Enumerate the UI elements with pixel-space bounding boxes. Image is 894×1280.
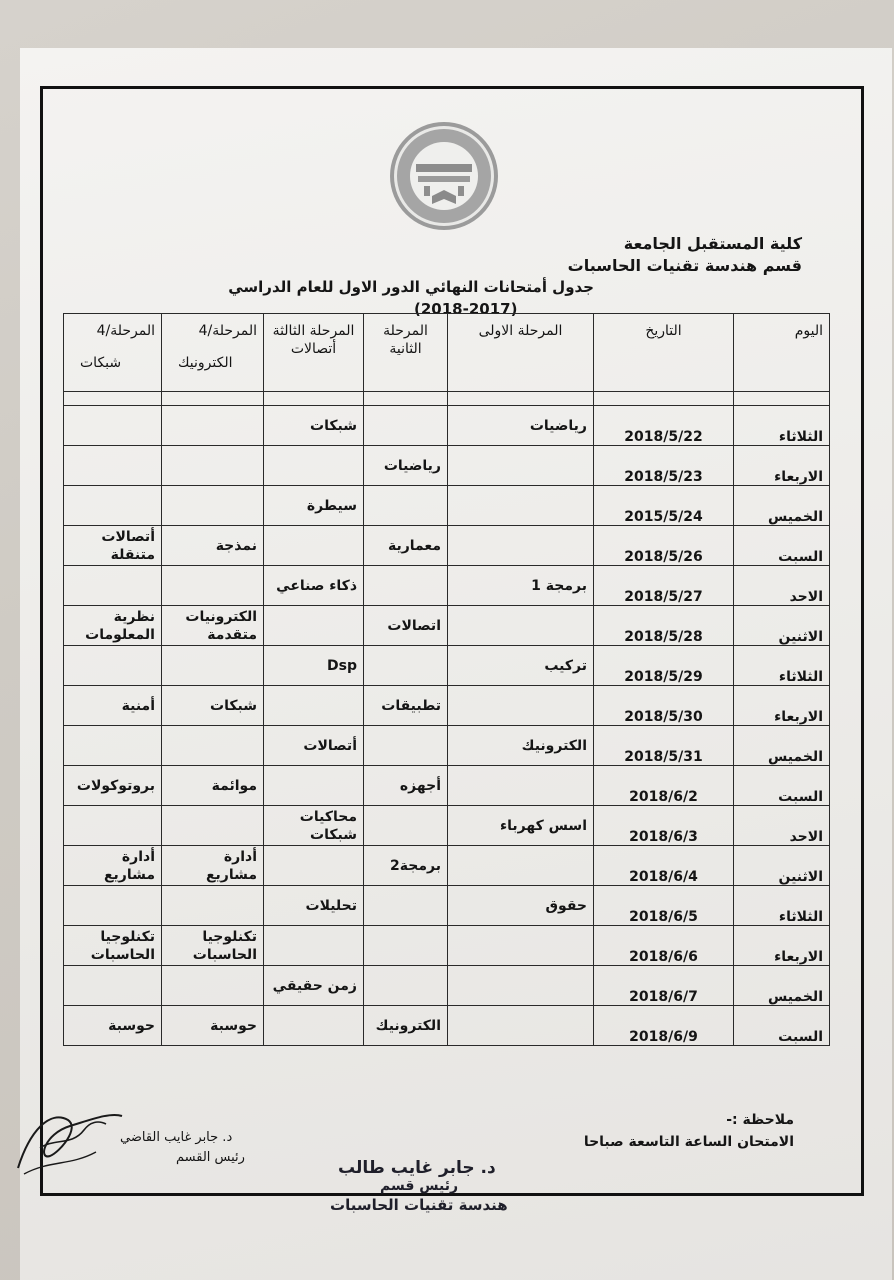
table-row [64,446,830,486]
stage4-electronics-cell [162,966,264,1006]
note-label: ملاحظة :- [726,1112,794,1128]
stage4-networks-cell: أتصالات متنقلة [64,526,162,566]
date-cell: 2018/6/3 [594,806,734,846]
date-cell: 2018/5/22 [594,406,734,446]
stage3-cell [264,686,364,726]
stage2-cell [364,806,448,846]
stage4-electronics-cell: شبكات [162,686,264,726]
stage2-cell [364,486,448,526]
stage2-cell: تطبيقات [364,686,448,726]
stage4-networks-cell: حوسبة [64,1006,162,1046]
spacer-cell [64,392,162,406]
day-cell: السبت [734,766,830,806]
signer-title: رئيس القسم [176,1150,245,1165]
date-cell: 2018/5/23 [594,446,734,486]
stage3-cell [264,926,364,966]
table-row [64,406,830,446]
table-row [64,486,830,526]
stage4-networks-cell: أدارة مشاريع [64,846,162,886]
stage4-electronics-cell [162,406,264,446]
stage1-cell [448,606,594,646]
day-cell: الخميس [734,486,830,526]
spacer-cell [364,392,448,406]
stage4-electronics-cell [162,646,264,686]
stage3-cell: أتصالات [264,726,364,766]
table-row [64,566,830,606]
stage4-electronics-cell [162,886,264,926]
stage3-cell: تحليلات [264,886,364,926]
day-cell: الاحد [734,806,830,846]
stage3-cell: زمن حقيقي [264,966,364,1006]
stage1-cell [448,486,594,526]
table-row [64,926,830,966]
stage4-electronics-cell: أدارة مشاريع [162,846,264,886]
stamp-line-3: هندسة تقنيات الحاسبات [330,1196,508,1214]
stage2-cell: رياضيات [364,446,448,486]
stage2-cell: برمجة2 [364,846,448,886]
stage4-networks-cell: تكنلوجيا الحاسبات [64,926,162,966]
handwritten-signature-icon [10,1090,130,1180]
day-cell: الاربعاء [734,926,830,966]
stage3-cell [264,446,364,486]
document-title: جدول أمتحانات النهائي الدور الاول للعام الدراسي [228,278,594,296]
day-cell: الاربعاء [734,686,830,726]
stage4-networks-cell: نظرية المعلومات [64,606,162,646]
date-cell: 2015/5/24 [594,486,734,526]
stage3-cell: سيطرة [264,486,364,526]
academic-year: (2018-2017) [414,300,518,318]
header-stage4-networks: المرحلة/4 شبكات [64,314,162,392]
header-stage4-electronics: المرحلة/4 الكترونيك [162,314,264,392]
note-text: الامتحان الساعة التاسعة صباحا [583,1134,794,1150]
table-header-row [64,314,830,392]
date-cell: 2018/6/2 [594,766,734,806]
date-cell: 2018/5/27 [594,566,734,606]
stage4-electronics-cell [162,726,264,766]
stage4-electronics-cell: تكنلوجيا الحاسبات [162,926,264,966]
date-cell: 2018/6/4 [594,846,734,886]
table-row [64,646,830,686]
day-cell: الاثنين [734,846,830,886]
stage4-electronics-cell: الكترونيات متقدمة [162,606,264,646]
stage4-networks-cell: أمنية [64,686,162,726]
day-cell: الثلاثاء [734,886,830,926]
stage4-networks-cell [64,886,162,926]
stage1-cell [448,926,594,966]
day-cell: السبت [734,1006,830,1046]
date-cell: 2018/5/28 [594,606,734,646]
stage1-cell [448,446,594,486]
stage4-electronics-cell: نمذجة [162,526,264,566]
stage4-networks-cell [64,486,162,526]
stage2-cell [364,726,448,766]
day-cell: الثلاثاء [734,406,830,446]
department-name: قسم هندسة تقنيات الحاسبات [567,256,802,275]
college-name: كلية المستقبل الجامعة [623,234,802,253]
university-seal-icon [388,120,500,232]
table-row [64,806,830,846]
stage4-networks-cell [64,446,162,486]
stage4-networks-cell [64,406,162,446]
day-cell: الخميس [734,726,830,766]
spacer-cell [448,392,594,406]
day-cell: الاحد [734,566,830,606]
stage2-cell: أجهزه [364,766,448,806]
date-cell: 2018/5/31 [594,726,734,766]
stage2-cell [364,406,448,446]
stage4-electronics-cell: موائمة [162,766,264,806]
stage1-cell: الكترونيك [448,726,594,766]
stage3-cell [264,766,364,806]
day-cell: الاثنين [734,606,830,646]
stage2-cell [364,926,448,966]
stage4-electronics-cell: حوسبة [162,1006,264,1046]
stage1-cell: برمجة 1 [448,566,594,606]
stamp-line-2: رئيس قسم [380,1178,459,1194]
spacer-cell [162,392,264,406]
stage4-networks-cell [64,966,162,1006]
header-stage3: المرحلة الثالثة أتصالات [264,314,364,392]
date-cell: 2018/6/7 [594,966,734,1006]
day-cell: السبت [734,526,830,566]
header-date: التاريخ [594,314,734,392]
stage3-cell [264,846,364,886]
table-row [64,1006,830,1046]
table-row [64,766,830,806]
stage3-cell: شبكات [264,406,364,446]
date-cell: 2018/6/6 [594,926,734,966]
spacer-cell [264,392,364,406]
date-cell: 2018/5/26 [594,526,734,566]
stage1-cell [448,686,594,726]
stage1-cell [448,846,594,886]
stage3-cell [264,606,364,646]
stage1-cell: حقوق [448,886,594,926]
stage1-cell [448,526,594,566]
date-cell: 2018/5/30 [594,686,734,726]
stage4-electronics-cell [162,446,264,486]
signer-name: د. جابر غايب القاضي [120,1130,233,1145]
stage3-cell [264,1006,364,1046]
exam-schedule-table [63,313,830,1046]
stage1-cell: رياضيات [448,406,594,446]
table-row [64,886,830,926]
stage4-networks-cell [64,806,162,846]
stage4-electronics-cell [162,486,264,526]
date-cell: 2018/6/5 [594,886,734,926]
day-cell: الخميس [734,966,830,1006]
table-row [64,726,830,766]
stage3-cell [264,526,364,566]
stage2-cell: الكترونيك [364,1006,448,1046]
spacer-cell [734,392,830,406]
stage2-cell [364,646,448,686]
table-row [64,686,830,726]
stage4-electronics-cell [162,806,264,846]
stage2-cell: اتصالات [364,606,448,646]
stage4-electronics-cell [162,566,264,606]
stage2-cell: معمارية [364,526,448,566]
table-row [64,526,830,566]
table-row [64,846,830,886]
stage1-cell [448,766,594,806]
date-cell: 2018/6/9 [594,1006,734,1046]
table-row [64,606,830,646]
stage4-networks-cell [64,646,162,686]
header-stage1: المرحلة الاولى [448,314,594,392]
table-row [64,966,830,1006]
stage3-cell: Dsp [264,646,364,686]
stage4-networks-cell: بروتوكولات [64,766,162,806]
stamp-line-1: د. جابر غايب طالب [338,1158,496,1178]
table-row [64,392,830,406]
stage1-cell [448,966,594,1006]
day-cell: الثلاثاء [734,646,830,686]
stage3-cell: محاكيات شبكات [264,806,364,846]
header-stage2: المرحلة الثانية [364,314,448,392]
stage1-cell: اسس كهرباء [448,806,594,846]
stage1-cell: تركيب [448,646,594,686]
stage3-cell: ذكاء صناعي [264,566,364,606]
spacer-cell [594,392,734,406]
stage4-networks-cell [64,726,162,766]
date-cell: 2018/5/29 [594,646,734,686]
stage2-cell [364,566,448,606]
stage1-cell [448,1006,594,1046]
day-cell: الاربعاء [734,446,830,486]
header-day: اليوم [734,314,830,392]
stage2-cell [364,966,448,1006]
stage4-networks-cell [64,566,162,606]
stage2-cell [364,886,448,926]
